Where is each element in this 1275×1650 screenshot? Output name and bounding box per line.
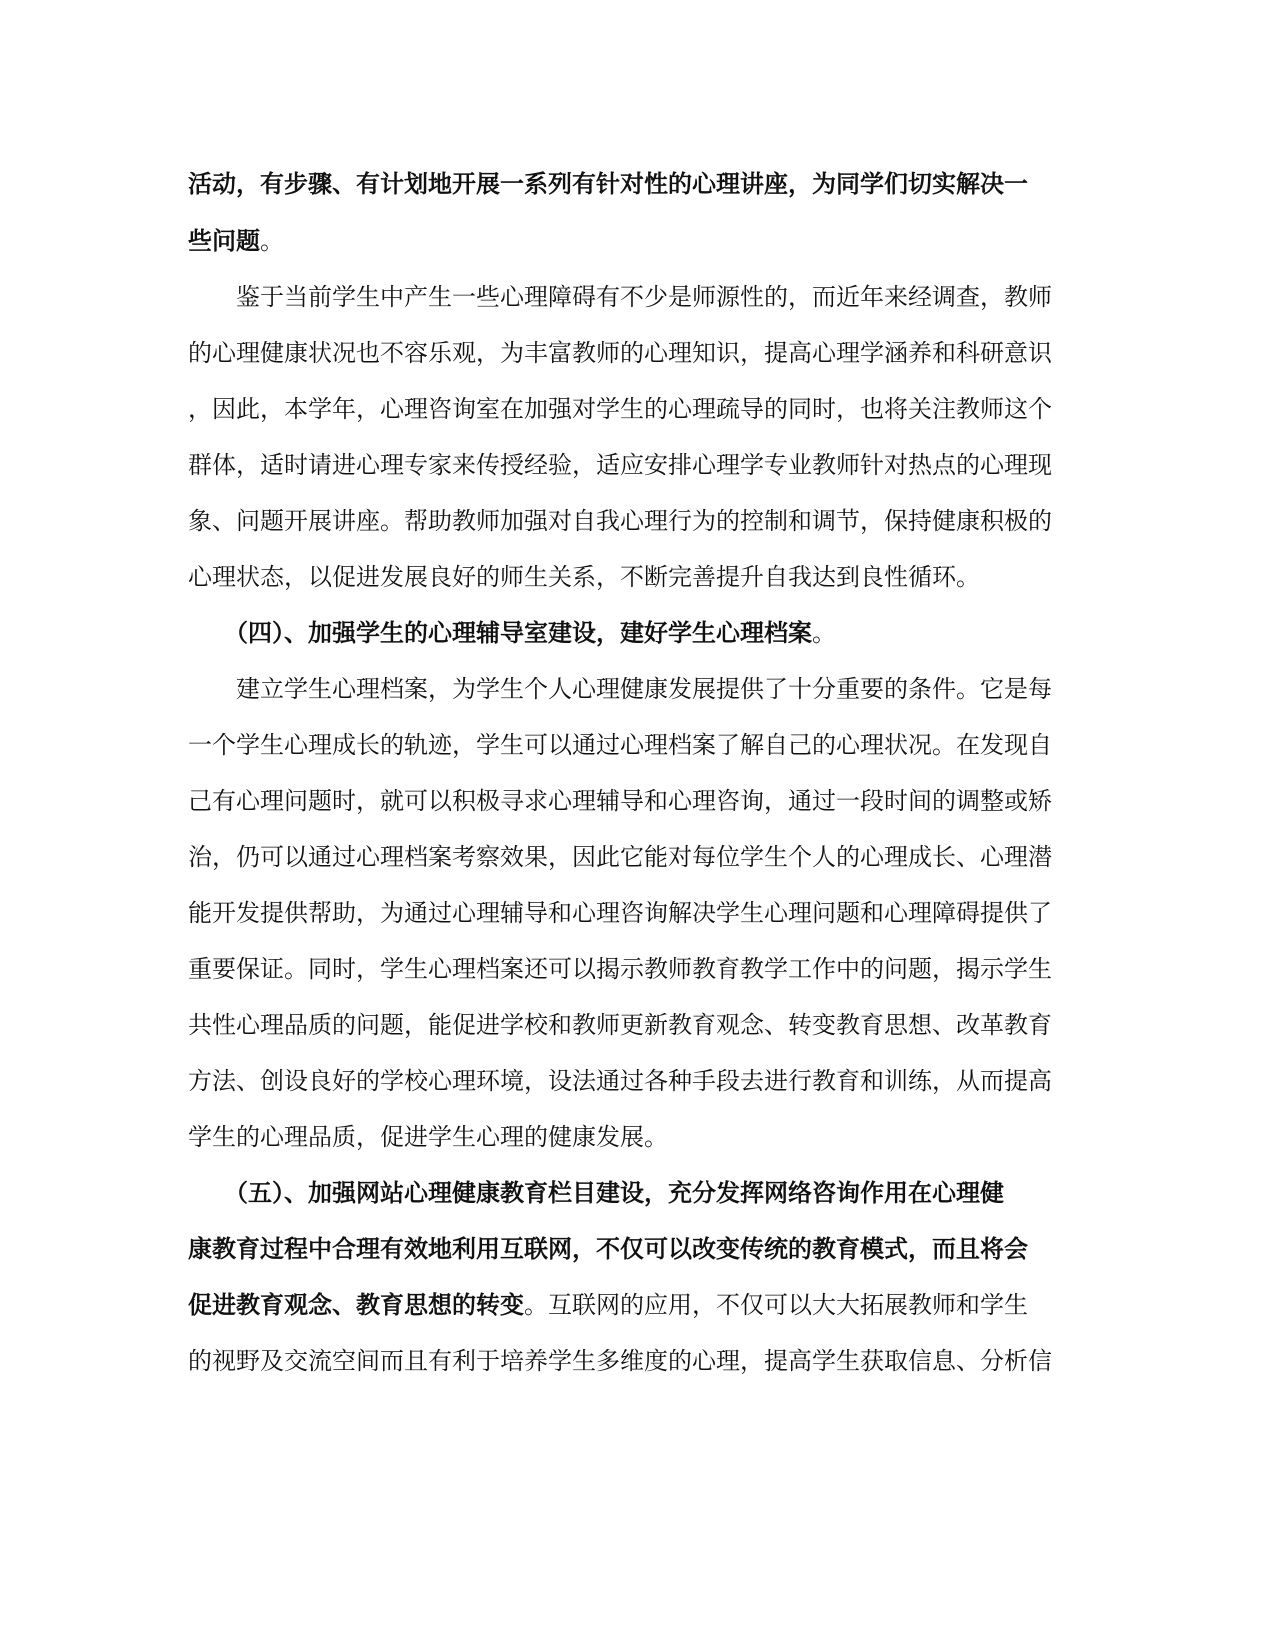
text-line	[188, 164, 1088, 204]
bold-text: 促进教育观念、教育思想的转变	[188, 1290, 524, 1319]
body-text: 重要保证。同时，学生心理档案还可以揭示教师教育教学工作中的问题，揭示学生	[188, 955, 1052, 983]
text-line	[188, 837, 1088, 877]
body-text: 。	[260, 227, 284, 255]
body-text: 的视野及交流空间而且有利于培养学生多维度的心理，提高学生获取信息、分析信	[188, 1347, 1052, 1375]
text-line	[188, 725, 1088, 765]
body-text: 共性心理品质的问题，能促进学校和教师更新教育观念、转变教育思想、改革教育	[188, 1011, 1052, 1039]
text-line	[188, 893, 1088, 933]
body-text: 建立学生心理档案，为学生个人心理健康发展提供了十分重要的条件。它是每	[188, 675, 1052, 703]
body-text: 心理状态，以促进发展良好的师生关系，不断完善提升自我达到良性循环。	[188, 563, 980, 591]
bold-text: 康教育过程中合理有效地利用互联网，不仅可以改变传统的教育模式，而且将会	[188, 1234, 1028, 1263]
body-text: 一个学生心理成长的轨迹，学生可以通过心理档案了解自己的心理状况。在发现自	[188, 731, 1052, 759]
text-line	[188, 781, 1088, 821]
body-text: 的心理健康状况也不容乐观，为丰富教师的心理知识，提高心理学涵养和科研意识	[188, 339, 1052, 367]
bold-text: 些问题	[188, 226, 260, 255]
section-heading	[188, 613, 1088, 653]
text-line	[188, 1341, 1088, 1381]
body-text: 己有心理问题时，就可以积极寻求心理辅导和心理咨询，通过一段时间的调整或矫	[188, 787, 1052, 815]
text-line	[188, 501, 1088, 541]
body-text: 治，仍可以通过心理档案考察效果，因此它能对每位学生个人的心理成长、心理潜	[188, 843, 1052, 871]
text-line	[188, 669, 1088, 709]
body-text: ，因此，本学年，心理咨询室在加强对学生的心理疏导的同时，也将关注教师这个	[188, 395, 1052, 423]
section-heading	[188, 1229, 1088, 1269]
bold-text: （四）、加强学生的心理辅导室建设，建好学生心理档案	[188, 618, 812, 647]
text-line	[188, 557, 1088, 597]
body-text: 学生的心理品质，促进学生心理的健康发展。	[188, 1123, 668, 1151]
body-text: 。	[812, 619, 836, 647]
text-line	[188, 949, 1088, 989]
body-text: 。互联网的应用，不仅可以大大拓展教师和学生	[524, 1291, 1028, 1319]
text-line	[188, 389, 1088, 429]
body-text: 群体，适时请进心理专家来传授经验，适应安排心理学专业教师针对热点的心理现	[188, 451, 1052, 479]
body-text: 鉴于当前学生中产生一些心理障碍有不少是师源性的，而近年来经调查，教师	[188, 283, 1052, 311]
text-line	[188, 445, 1088, 485]
text-line	[188, 277, 1088, 317]
section-heading	[188, 1173, 1088, 1213]
text-line	[188, 221, 1088, 261]
bold-text: 活动，有步骤、有计划地开展一系列有针对性的心理讲座，为同学们切实解决一	[188, 169, 1028, 198]
body-text: 象、问题开展讲座。帮助教师加强对自我心理行为的控制和调节，保持健康积极的	[188, 507, 1052, 535]
text-line	[188, 1005, 1088, 1045]
bold-text: （五）、加强网站心理健康教育栏目建设，充分发挥网络咨询作用在心理健	[188, 1178, 1004, 1207]
text-line	[188, 1061, 1088, 1101]
text-line	[188, 1285, 1088, 1325]
text-line	[188, 333, 1088, 373]
body-text: 方法、创设良好的学校心理环境，设法通过各种手段去进行教育和训练，从而提高	[188, 1067, 1052, 1095]
text-line	[188, 1117, 1088, 1157]
body-text: 能开发提供帮助，为通过心理辅导和心理咨询解决学生心理问题和心理障碍提供了	[188, 899, 1052, 927]
